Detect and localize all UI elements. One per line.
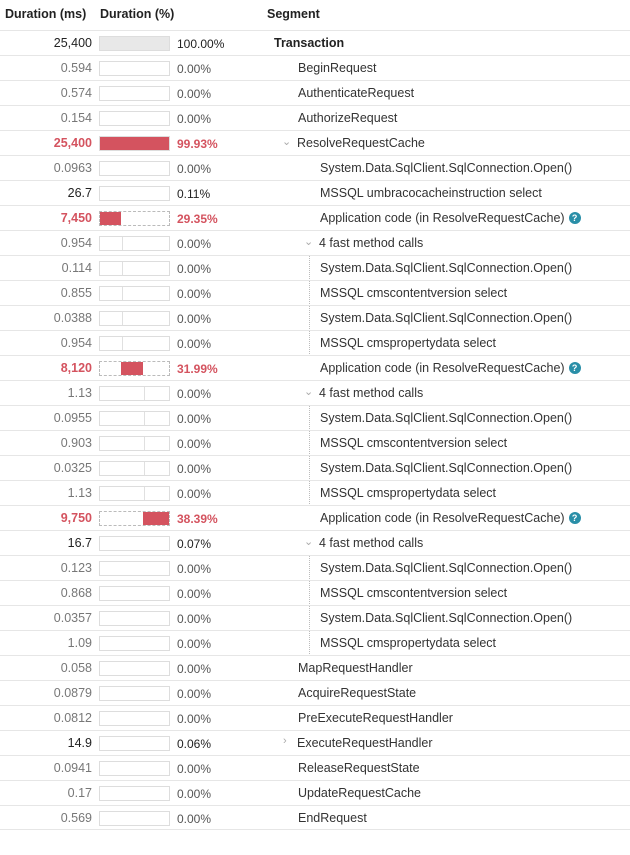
duration-pct: 0.00% bbox=[177, 787, 212, 801]
duration-bar bbox=[99, 386, 170, 401]
duration-ms: 7,450 bbox=[60, 211, 92, 225]
duration-ms: 0.0955 bbox=[53, 411, 92, 425]
segment-label: 4 fast method calls bbox=[319, 236, 424, 250]
segment-label: 4 fast method calls bbox=[319, 536, 424, 550]
duration-ms: 0.0357 bbox=[53, 611, 92, 625]
help-icon[interactable]: ? bbox=[569, 512, 581, 524]
segment-label: MSSQL cmscontentversion select bbox=[320, 586, 508, 600]
help-icon[interactable]: ? bbox=[569, 362, 581, 374]
segment-label-text: Application code (in ResolveRequestCache) bbox=[320, 361, 565, 375]
duration-bar bbox=[99, 611, 170, 626]
table-row[interactable] bbox=[0, 405, 630, 430]
segment-label: MSSQL cmscontentversion select bbox=[320, 436, 508, 450]
duration-pct: 0.00% bbox=[177, 712, 212, 726]
duration-pct-header[interactable]: Duration (%) bbox=[100, 7, 175, 21]
duration-ms: 25,400 bbox=[53, 136, 92, 150]
segment-label: System.Data.SqlClient.SqlConnection.Open() bbox=[320, 261, 573, 275]
table-row[interactable] bbox=[0, 605, 630, 630]
table-row[interactable] bbox=[0, 105, 630, 130]
segment-label: System.Data.SqlClient.SqlConnection.Open() bbox=[320, 561, 573, 575]
duration-bar-tick bbox=[122, 287, 123, 300]
duration-pct: 0.00% bbox=[177, 162, 212, 176]
duration-bar bbox=[99, 211, 170, 226]
segment-label: ResolveRequestCache bbox=[297, 136, 425, 150]
duration-ms: 0.0941 bbox=[53, 761, 92, 775]
duration-ms: 0.0388 bbox=[53, 311, 92, 325]
chevron-down-icon[interactable]: ⌄ bbox=[304, 386, 314, 398]
segment-label bbox=[320, 361, 581, 375]
tree-guide bbox=[309, 581, 310, 606]
chevron-down-icon[interactable]: ⌄ bbox=[282, 136, 292, 148]
duration-bar bbox=[99, 86, 170, 101]
table-row[interactable] bbox=[0, 655, 630, 680]
duration-bar bbox=[99, 361, 170, 376]
duration-ms: 16.7 bbox=[67, 536, 92, 550]
tree-guide bbox=[309, 281, 310, 306]
duration-bar bbox=[99, 411, 170, 426]
duration-bar bbox=[99, 261, 170, 276]
table-row[interactable] bbox=[0, 780, 630, 805]
duration-ms: 1.13 bbox=[67, 386, 92, 400]
segment-label: System.Data.SqlClient.SqlConnection.Open() bbox=[320, 311, 573, 325]
duration-pct: 29.35% bbox=[177, 212, 218, 226]
duration-bar bbox=[99, 811, 170, 826]
duration-bar-fill bbox=[100, 212, 121, 225]
duration-bar bbox=[99, 136, 170, 151]
tree-guide bbox=[309, 606, 310, 631]
duration-pct: 0.00% bbox=[177, 662, 212, 676]
segment-header[interactable]: Segment bbox=[267, 7, 320, 21]
duration-ms: 0.123 bbox=[60, 561, 92, 575]
duration-ms: 8,120 bbox=[60, 361, 92, 375]
segment-label: BeginRequest bbox=[298, 61, 377, 75]
duration-pct: 0.06% bbox=[177, 737, 212, 751]
table-row[interactable] bbox=[0, 755, 630, 780]
segment-label: MapRequestHandler bbox=[298, 661, 413, 675]
table-row[interactable] bbox=[0, 580, 630, 605]
duration-ms: 0.114 bbox=[61, 261, 92, 275]
duration-bar bbox=[99, 311, 170, 326]
table-row[interactable] bbox=[0, 280, 630, 305]
segment-label-text: Application code (in ResolveRequestCache) bbox=[320, 211, 565, 225]
duration-pct: 0.00% bbox=[177, 587, 212, 601]
duration-ms: 0.0879 bbox=[53, 686, 92, 700]
duration-bar bbox=[99, 61, 170, 76]
duration-bar bbox=[99, 636, 170, 651]
duration-ms: 25,400 bbox=[53, 36, 92, 50]
table-row[interactable] bbox=[0, 555, 630, 580]
duration-bar-tick bbox=[144, 437, 145, 450]
duration-bar bbox=[99, 561, 170, 576]
table-row[interactable] bbox=[0, 805, 630, 830]
duration-ms: 0.569 bbox=[60, 811, 92, 825]
duration-bar-tick bbox=[144, 487, 145, 500]
duration-ms: 14.9 bbox=[67, 736, 92, 750]
duration-bar-tick bbox=[122, 237, 123, 250]
segment-label: AcquireRequestState bbox=[298, 686, 417, 700]
duration-bar bbox=[99, 486, 170, 501]
table-row[interactable] bbox=[0, 430, 630, 455]
duration-bar-tick bbox=[122, 337, 123, 350]
segment-table bbox=[0, 30, 630, 830]
duration-ms: 0.058 bbox=[60, 661, 92, 675]
tree-guide bbox=[309, 481, 310, 506]
duration-bar bbox=[99, 186, 170, 201]
segment-label: Transaction bbox=[274, 36, 345, 50]
duration-bar bbox=[99, 161, 170, 176]
duration-bar bbox=[99, 661, 170, 676]
duration-bar-tick bbox=[122, 312, 123, 325]
duration-bar bbox=[99, 761, 170, 776]
duration-bar-tick bbox=[144, 387, 145, 400]
duration-pct: 38.39% bbox=[177, 512, 218, 526]
duration-ms: 0.154 bbox=[60, 111, 92, 125]
duration-bar bbox=[99, 536, 170, 551]
duration-pct: 100.00% bbox=[177, 37, 225, 51]
duration-pct: 0.00% bbox=[177, 262, 212, 276]
help-icon[interactable]: ? bbox=[569, 212, 581, 224]
duration-pct: 0.00% bbox=[177, 812, 212, 826]
segment-label: MSSQL umbracocacheinstruction select bbox=[320, 186, 542, 200]
duration-bar bbox=[99, 336, 170, 351]
chevron-right-icon[interactable]: › bbox=[283, 735, 287, 747]
duration-ms: 0.868 bbox=[60, 586, 92, 600]
duration-pct: 0.00% bbox=[177, 112, 212, 126]
tree-guide bbox=[309, 456, 310, 481]
duration-pct: 0.00% bbox=[177, 612, 212, 626]
duration-bar bbox=[99, 511, 170, 526]
duration-pct: 0.00% bbox=[177, 562, 212, 576]
duration-pct: 0.00% bbox=[177, 237, 212, 251]
duration-ms: 0.954 bbox=[60, 336, 92, 350]
table-row[interactable] bbox=[0, 30, 630, 55]
table-row[interactable] bbox=[0, 255, 630, 280]
duration-bar-fill bbox=[143, 512, 169, 525]
duration-pct: 31.99% bbox=[177, 362, 218, 376]
segment-label: MSSQL cmspropertydata select bbox=[320, 636, 496, 650]
duration-pct: 0.11% bbox=[177, 187, 211, 201]
duration-pct: 0.00% bbox=[177, 462, 212, 476]
duration-bar bbox=[99, 236, 170, 251]
duration-pct: 0.00% bbox=[177, 487, 212, 501]
table-row[interactable] bbox=[0, 455, 630, 480]
segment-label-text: Application code (in ResolveRequestCache) bbox=[320, 511, 565, 525]
duration-bar-fill bbox=[100, 137, 169, 150]
duration-ms: 0.903 bbox=[60, 436, 92, 450]
table-row[interactable] bbox=[0, 230, 630, 255]
table-row[interactable] bbox=[0, 380, 630, 405]
segment-label: System.Data.SqlClient.SqlConnection.Open() bbox=[320, 411, 573, 425]
table-row[interactable] bbox=[0, 205, 630, 230]
duration-ms: 0.0963 bbox=[53, 161, 92, 175]
table-row[interactable] bbox=[0, 630, 630, 655]
table-row[interactable] bbox=[0, 480, 630, 505]
duration-bar bbox=[99, 736, 170, 751]
duration-bar bbox=[99, 286, 170, 301]
duration-bar bbox=[99, 36, 170, 51]
duration-bar bbox=[99, 461, 170, 476]
duration-bar-tick bbox=[144, 412, 145, 425]
duration-bar-tick bbox=[144, 462, 145, 475]
duration-bar bbox=[99, 111, 170, 126]
duration-bar-fill bbox=[121, 362, 143, 375]
tree-guide bbox=[309, 406, 310, 431]
segment-label: ReleaseRequestState bbox=[298, 761, 420, 775]
duration-pct: 0.00% bbox=[177, 637, 212, 651]
duration-pct: 0.00% bbox=[177, 412, 212, 426]
table-row[interactable] bbox=[0, 730, 630, 755]
segment-label: EndRequest bbox=[298, 811, 367, 825]
duration-ms: 1.13 bbox=[67, 486, 92, 500]
duration-pct: 0.00% bbox=[177, 337, 212, 351]
duration-pct: 0.00% bbox=[177, 312, 212, 326]
duration-pct: 0.00% bbox=[177, 87, 212, 101]
table-row[interactable] bbox=[0, 355, 630, 380]
duration-ms: 0.855 bbox=[60, 286, 92, 300]
tree-guide bbox=[309, 631, 310, 656]
segment-label: System.Data.SqlClient.SqlConnection.Open() bbox=[320, 611, 573, 625]
segment-label: PreExecuteRequestHandler bbox=[298, 711, 453, 725]
segment-label bbox=[320, 511, 581, 525]
duration-bar bbox=[99, 686, 170, 701]
duration-bar bbox=[99, 711, 170, 726]
segment-label: System.Data.SqlClient.SqlConnection.Open() bbox=[320, 461, 573, 475]
segment-label: MSSQL cmspropertydata select bbox=[320, 336, 496, 350]
duration-bar bbox=[99, 436, 170, 451]
table-row[interactable] bbox=[0, 505, 630, 530]
segment-label: 4 fast method calls bbox=[319, 386, 424, 400]
duration-ms: 26.7 bbox=[67, 186, 92, 200]
segment-label: AuthenticateRequest bbox=[298, 86, 415, 100]
tree-guide bbox=[309, 556, 310, 581]
segment-label: System.Data.SqlClient.SqlConnection.Open() bbox=[320, 161, 573, 175]
duration-ms: 0.17 bbox=[67, 786, 92, 800]
duration-pct: 0.00% bbox=[177, 287, 212, 301]
chevron-down-icon[interactable]: ⌄ bbox=[304, 536, 314, 548]
tree-guide bbox=[309, 431, 310, 456]
segment-label: MSSQL cmspropertydata select bbox=[320, 486, 496, 500]
duration-bar bbox=[99, 586, 170, 601]
duration-ms: 0.954 bbox=[60, 236, 92, 250]
duration-bar-tick bbox=[122, 262, 123, 275]
table-row[interactable] bbox=[0, 705, 630, 730]
duration-ms: 0.574 bbox=[60, 86, 92, 100]
tree-guide bbox=[309, 256, 310, 281]
table-row[interactable] bbox=[0, 55, 630, 80]
duration-pct: 0.00% bbox=[177, 62, 212, 76]
table-row[interactable] bbox=[0, 305, 630, 330]
duration-pct: 0.07% bbox=[177, 537, 212, 551]
segment-label: AuthorizeRequest bbox=[298, 111, 398, 125]
duration-ms: 0.0325 bbox=[53, 461, 92, 475]
duration-ms: 0.594 bbox=[60, 61, 92, 75]
table-header bbox=[0, 0, 630, 30]
table-row[interactable] bbox=[0, 130, 630, 155]
duration-ms-header[interactable]: Duration (ms) bbox=[5, 7, 87, 21]
table-row[interactable] bbox=[0, 155, 630, 180]
duration-pct: 0.00% bbox=[177, 387, 212, 401]
duration-pct: 0.00% bbox=[177, 762, 212, 776]
table-row[interactable] bbox=[0, 530, 630, 555]
duration-ms: 0.0812 bbox=[53, 711, 92, 725]
duration-pct: 99.93% bbox=[177, 137, 218, 151]
table-row[interactable] bbox=[0, 80, 630, 105]
duration-bar bbox=[99, 786, 170, 801]
segment-label: ExecuteRequestHandler bbox=[297, 736, 433, 750]
duration-ms: 1.09 bbox=[67, 636, 92, 650]
tree-guide bbox=[309, 306, 310, 331]
segment-label: UpdateRequestCache bbox=[298, 786, 421, 800]
duration-pct: 0.00% bbox=[177, 687, 212, 701]
table-row[interactable] bbox=[0, 680, 630, 705]
segment-label bbox=[320, 211, 581, 225]
duration-ms: 9,750 bbox=[60, 511, 92, 525]
tree-guide bbox=[309, 331, 310, 356]
chevron-down-icon[interactable]: ⌄ bbox=[304, 236, 314, 248]
table-row[interactable] bbox=[0, 330, 630, 355]
segment-label: MSSQL cmscontentversion select bbox=[320, 286, 508, 300]
table-row[interactable] bbox=[0, 180, 630, 205]
duration-pct: 0.00% bbox=[177, 437, 212, 451]
